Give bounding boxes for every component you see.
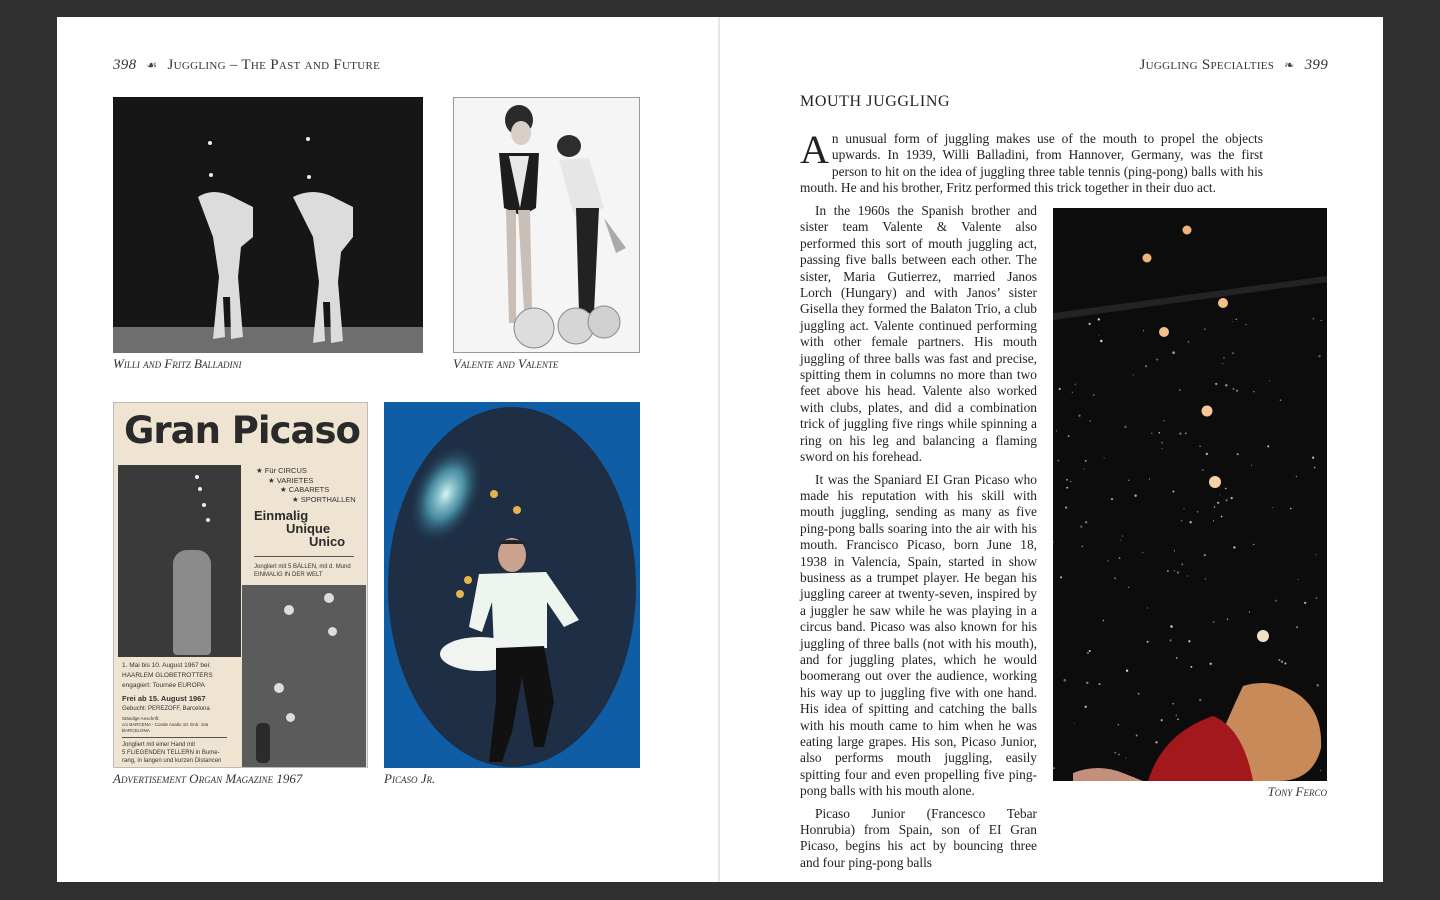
star-speck [1209,663,1211,665]
star-speck [1236,319,1237,320]
star-speck [1066,479,1068,481]
star-speck [1122,536,1123,537]
star-speck [1138,693,1140,695]
star-speck [1176,657,1178,659]
star-speck [1163,420,1165,422]
star-speck [1100,340,1103,343]
caption-advertisement: Advertisement Organ Magazine 1967 [113,771,303,786]
star-speck [1085,521,1088,524]
star-speck [1066,487,1068,489]
paragraph-picaso-junior: Picaso Junior (Francesco Tebar Honrubia) from Spain, son of EI Gran Picaso, begins his act by bouncing three and four ping-pong balls [800,805,1037,870]
star-speck [1313,318,1315,320]
star-speck [1086,682,1088,684]
paragraph-valente: In the 1960s the Spanish brother and sister team Valente & Valente also performed this sort of mouth juggling act, passing five balls between each other. The sister, Maria Gutierrez, married Janos Lorch (Hungary) and with Janos’ sister Gisella they formed the Balaton Trio, a club juggling act. Valente continued performing with other female partners. His mouth juggling of three balls was fast and precise, spitting them in columns no more than two feet above his head. Valente also worked with clubs, plates, and did a combination trick of juggling five rings while spinning a ring on his leg and balancing a flaming sword on his forehead. [800,203,1037,465]
star-speck [1115,752,1117,754]
star-speck [1172,491,1174,493]
ad-note-2-line-1: Jongliert mit einer Hand mit [122,742,196,748]
star-speck [1183,508,1184,509]
section-heading: MOUTH JUGGLING [800,93,951,110]
ad-venue-2: ★ VARIETES [268,476,314,485]
ad-engagement [122,661,213,691]
star-speck [1221,516,1223,518]
star-speck [1093,394,1094,395]
caption-balladini: Willi and Fritz Balladini [113,356,242,371]
star-speck [1316,684,1318,686]
star-speck [1133,374,1134,375]
ad-venue-4: ★ SPORTHALLEN [292,495,356,504]
drop-cap: A [800,127,829,172]
star-speck [1099,335,1100,336]
star-speck [1174,570,1175,571]
ad-venue-1: ★ Für CIRCUS [256,466,307,475]
star-speck [1124,426,1126,428]
star-speck [1231,497,1233,499]
star-speck [1232,352,1234,354]
star-speck [1175,715,1177,717]
ad-tagline-1: Einmalig [254,508,309,523]
star-speck [1316,597,1318,599]
fleuron-icon: ☙ [146,58,158,72]
star-speck [1189,521,1191,523]
star-speck [1253,544,1254,545]
intro-paragraph [800,127,1263,197]
star-speck [1232,388,1234,390]
star-speck [1232,321,1233,322]
star-speck [1315,554,1316,555]
tony-ferco-illustration [1053,208,1327,781]
star-speck [1075,384,1076,385]
ad-booked: Gebucht: PEREZOFF, Barcelona [122,706,210,712]
ad-engagement-line-3: engagiert: Tournée EUROPA [122,682,205,689]
star-speck [1204,554,1206,556]
star-speck [1126,757,1127,758]
star-speck [1267,445,1269,447]
star-speck [1147,607,1148,608]
star-speck [1281,661,1283,663]
photo-valente [453,97,640,353]
star-speck [1199,446,1201,448]
star-speck [1269,380,1270,381]
ad-address-line-1: Ständige Anschrift: [122,716,160,721]
fleuron-icon: ❧ [1284,58,1295,72]
star-speck [1170,625,1173,628]
star-speck [1174,550,1175,551]
star-speck [1249,611,1250,612]
caption-tony-ferco: Tony Ferco [1267,784,1327,799]
star-speck [1225,499,1227,501]
caption-picaso-jr: Picaso Jr. [384,771,436,786]
star-speck [1161,448,1162,449]
star-speck [1142,552,1143,553]
star-speck [1206,453,1208,455]
star-speck [1074,723,1075,724]
star-speck [1278,659,1280,661]
star-speck [1059,388,1061,390]
star-speck [1089,650,1091,652]
ad-title: Gran Picaso [124,409,360,452]
ad-engagement-line-1: 1. Mai bis 10. August 1967 bei: [122,662,211,669]
photo-balladini [113,97,423,353]
ad-note-2-line-3: rang, in langen und kurzen Distancen [122,758,222,764]
star-speck [1119,557,1121,559]
star-speck [1120,540,1121,541]
star-speck [1304,602,1306,604]
star-speck [1111,498,1113,500]
star-speck [1275,600,1277,602]
valente-illustration [454,98,639,352]
ad-note-1 [254,563,351,579]
ad-photo-plates [242,585,366,767]
star-speck [1103,620,1104,621]
star-speck [1179,432,1181,434]
star-speck [1155,741,1157,743]
star-speck [1089,323,1091,325]
star-speck [1145,365,1147,367]
star-speck [1147,641,1149,643]
star-speck [1188,341,1189,342]
star-speck [1284,663,1286,665]
star-speck [1159,432,1161,434]
ad-engagement-line-2: HAARLEM GLOBETROTTERS [122,672,213,679]
star-speck [1223,357,1225,359]
star-speck [1185,432,1187,434]
star-speck [1179,389,1181,391]
ad-address-line-2: c/o BARCENA - Conde Asalto 10. Entr. 10a [122,722,209,727]
star-speck [1060,576,1062,578]
star-speck [1089,420,1091,422]
star-speck [1177,571,1179,573]
picaso-jr-illustration [384,402,640,768]
body-column [800,203,1037,877]
star-speck [1318,355,1320,357]
star-speck [1236,390,1238,392]
star-speck [1078,415,1080,417]
star-speck [1188,640,1190,642]
star-speck [1064,679,1067,682]
advertisement-poster [113,402,368,768]
star-speck [1321,320,1322,321]
caption-valente: Valente and Valente [453,356,559,371]
star-speck [1118,754,1119,755]
ad-tagline-3: Unico [309,534,346,549]
star-speck [1251,465,1252,466]
star-speck [1181,520,1183,522]
star-speck [1128,479,1130,481]
star-speck [1118,724,1120,726]
left-running-title: Juggling – The Past and Future [167,57,381,73]
star-speck [1080,525,1082,527]
left-page-number: 398 [113,57,137,73]
star-speck [1199,699,1201,701]
star-speck [1143,330,1144,331]
ad-divider [254,556,354,557]
star-speck [1290,508,1292,510]
star-speck [1065,507,1067,509]
star-speck [1053,767,1055,769]
star-speck [1169,639,1171,641]
star-speck [1167,570,1169,572]
intro-text: n unusual form of juggling makes use of the mouth to propel the objects upwards. In 1939, Willi Balladini, from Hannover, Germany, was the first person to hit on the idea of juggling three table tennis (ping-pong) balls with his mouth. He and his brother, Fritz performed this trick together in their duo act. [800,131,1263,196]
page-gutter [718,17,720,882]
ad-note-2-line-2: 5 FLIEGENDEN TELLERN in Bume- [122,750,220,756]
star-speck [1085,706,1087,708]
star-speck [1237,453,1239,455]
star-speck [1233,546,1235,548]
star-speck [1190,666,1192,668]
star-speck [1134,494,1136,496]
star-speck [1204,328,1206,330]
ad-note-1-line-1: Jongliert mit 5 BÄLLEN, mit d. Mund [254,564,351,570]
star-speck [1156,359,1158,361]
ad-divider-2 [122,737,227,738]
star-speck [1177,718,1179,720]
star-speck [1225,384,1227,386]
left-running-head [113,57,380,74]
star-speck [1098,318,1100,320]
star-speck [1114,577,1116,579]
ad-address [122,716,208,734]
right-page-number: 399 [1304,57,1328,73]
star-speck [1214,506,1215,507]
star-speck [1107,560,1109,562]
star-speck [1161,719,1163,721]
ad-tagline-2: Unique [286,521,331,536]
star-speck [1217,502,1219,504]
star-speck [1151,433,1152,434]
star-speck [1187,575,1188,576]
balladini-illustration [113,97,423,353]
star-speck [1083,468,1084,469]
star-speck [1245,324,1246,325]
star-speck [1320,770,1321,771]
star-speck [1099,683,1101,685]
star-speck [1202,469,1203,470]
star-speck [1272,507,1273,508]
paragraph-gran-picaso: It was the Spaniard EI Gran Picaso who made his reputation with his skill with mouth juggling, sending as many as five ping-pong balls soaring into the air with his mouth. Francisco Picaso, born June 18, 1938 in Valencia, Spain, started in show business as a trumpet player. He began his juggling career at twenty-seven, inspired by a juggler he saw while he was playing in a circus band. Picaso was also known for his juggling of three balls (not with his mouth), and for juggling plates, which he would boomerang out over the audience, working his way up to juggling five with one hand. His idea of spitting and catching the balls with his mouth came to him when he was eating large grapes. His son, Picaso Junior, also performs mouth juggling, easily spitting four and even propelling five ping-pong balls with his mouth alone. [800,471,1037,799]
photo-tony-ferco [1053,208,1327,781]
star-speck [1222,363,1223,364]
star-speck [1056,430,1057,431]
star-speck [1213,520,1214,521]
star-speck [1057,460,1059,462]
ad-venue-3: ★ CABARETS [280,485,330,494]
ad-note-2 [122,741,221,765]
star-speck [1227,619,1228,620]
ad-free-from: Frei ab 15. August 1967 [122,694,206,703]
star-speck [1128,587,1129,588]
star-speck [1205,578,1206,579]
star-speck [1068,435,1070,437]
star-speck [1172,703,1174,705]
star-speck [1296,476,1297,477]
star-speck [1314,467,1316,469]
ad-note-1-line-2: EINMALIG IN DER WELT [254,572,323,578]
star-speck [1072,392,1073,393]
ad-photo-mouth-juggling [118,465,241,657]
ad-address-line-3: BARCELONA [122,728,150,733]
star-speck [1136,735,1138,737]
star-speck [1225,488,1226,489]
star-speck [1296,626,1298,628]
star-speck [1161,442,1163,444]
star-speck [1215,383,1217,385]
star-speck [1126,670,1128,672]
star-speck [1085,460,1087,462]
star-speck [1070,481,1071,482]
right-running-head [1139,57,1328,74]
star-speck [1312,456,1314,458]
star-speck [1280,399,1282,401]
star-speck [1197,511,1198,512]
star-speck [1104,457,1105,458]
star-speck [1181,563,1183,565]
star-speck [1149,478,1150,479]
photo-picaso-jr [384,402,640,768]
right-running-title: Juggling Specialties [1139,57,1275,73]
star-speck [1297,579,1298,580]
star-speck [1220,494,1221,495]
star-speck [1213,621,1215,623]
star-speck [1253,391,1254,392]
star-speck [1081,546,1083,548]
star-speck [1087,652,1089,654]
star-speck [1172,351,1175,354]
